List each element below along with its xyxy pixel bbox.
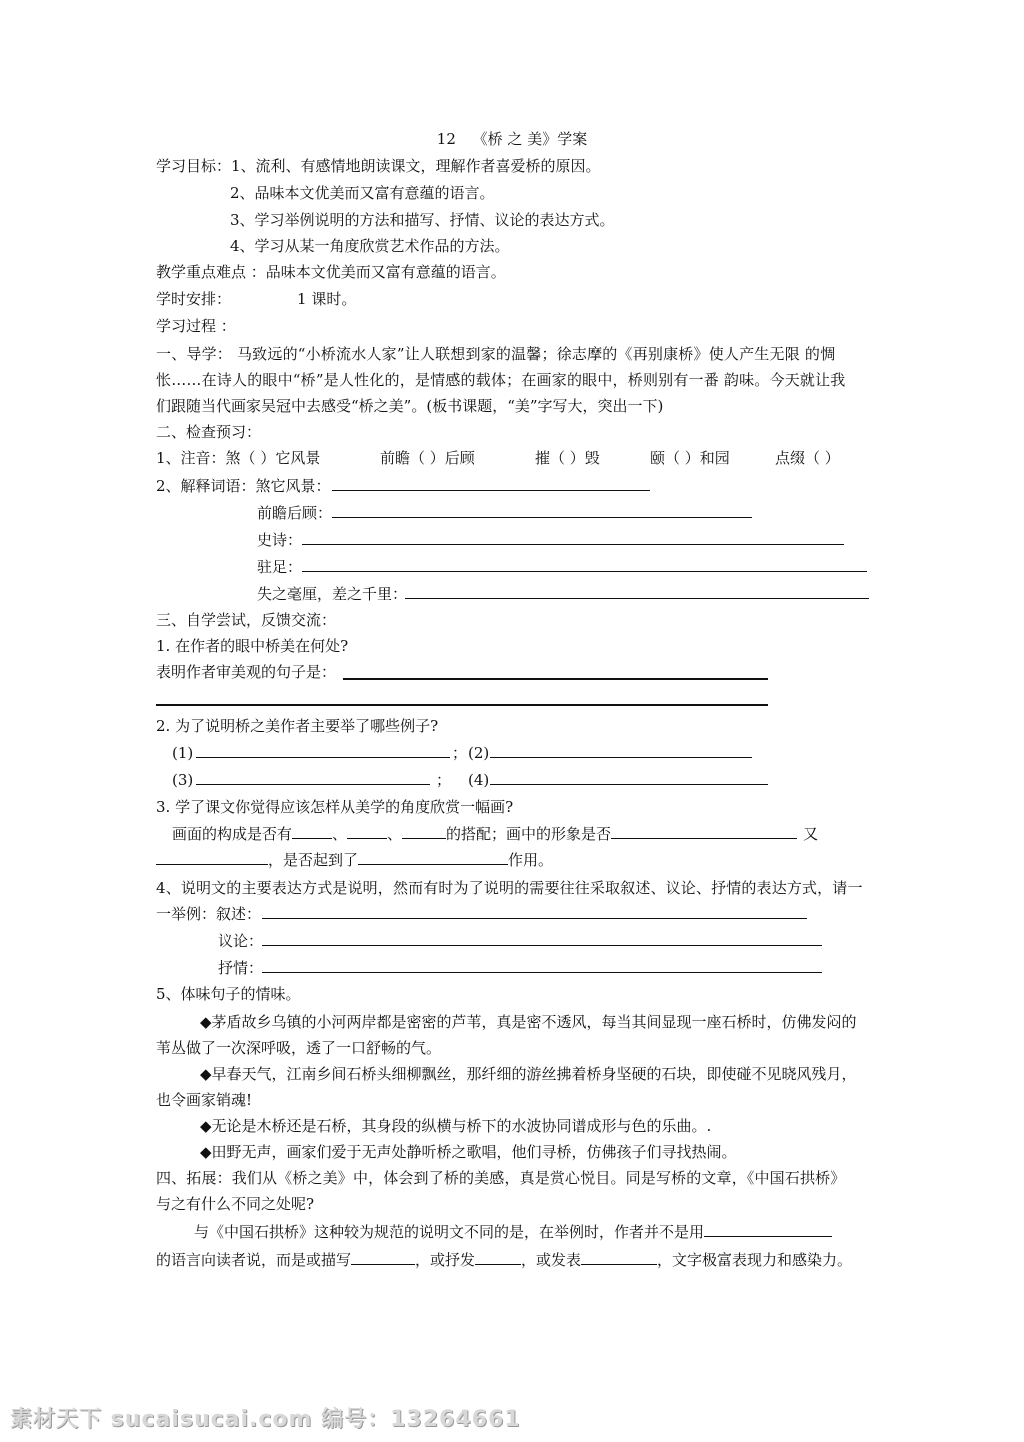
objective-item: 4、学习从某一角度欣赏艺术作品的方法。: [230, 237, 510, 255]
answer-blank[interactable]: [402, 824, 446, 839]
q5-sentence: ◆茅盾故乡乌镇的小河两岸都是密密的芦苇，真是密不透风，每当其间显现一座石桥时，仿佛发闷的: [200, 1013, 857, 1031]
question-5: 5、体味句子的情味。: [156, 985, 301, 1003]
key-point: 教学重点难点 ：品味本文优美而又富有意蕴的语言。: [156, 263, 506, 281]
q2-item: (4): [468, 771, 490, 789]
q4-row: 一举例：叙述：: [156, 905, 262, 923]
schedule: [156, 289, 356, 309]
answer-blank[interactable]: [347, 824, 387, 839]
intro-line: 们跟随当代画家吴冠中去感受“桥之美”。(板书课题，“美”字写大，突出一下): [156, 397, 664, 415]
pinyin-item: 前瞻（ ）后顾: [380, 449, 475, 467]
intro-line: 怅……在诗人的眼中“桥”是人性化的，是情感的载体；在画家的眼中，桥则别有一番 韵味。今天就让我: [156, 371, 846, 389]
title-number: 12: [436, 130, 456, 148]
answer-line[interactable]: [196, 784, 430, 785]
process-heading: 学习过程 ：: [156, 317, 236, 335]
answer-blank[interactable]: [351, 1250, 415, 1265]
answer-line[interactable]: [490, 757, 752, 758]
answer-line[interactable]: [262, 945, 822, 946]
answer-blank[interactable]: [704, 1222, 832, 1237]
answer-line[interactable]: [343, 678, 768, 680]
vocab-label: 2、解释词语：: [156, 477, 256, 495]
schedule-label: 学时安排：: [156, 290, 232, 308]
answer-line[interactable]: [332, 490, 650, 491]
answer-line[interactable]: [302, 571, 867, 572]
answer-line[interactable]: [302, 544, 844, 545]
q5-sentence: 苇丛做了一次深呼吸，透了一口舒畅的气。: [156, 1039, 442, 1057]
section4-line: 的语言向读者说，而是或描写 ，或抒发 ，或发表 ，文字极富表现力和感染力。: [156, 1251, 853, 1269]
objectives: [156, 156, 601, 176]
q4-item: 叙述：: [216, 905, 262, 923]
vocab-item: 煞它风景：: [255, 477, 331, 495]
section2-heading: 二、检查预习：: [156, 423, 262, 441]
q3-line: ，是否起到了 作用。: [156, 850, 553, 870]
section4-line: 四、拓展：我们从《桥之美》中，体会到了桥的美感，真是赏心悦目。同是写桥的文章，《中国石拱桥》: [156, 1169, 846, 1187]
answer-line[interactable]: [405, 598, 869, 599]
answer-blank[interactable]: [156, 850, 268, 865]
question-3: 3. 学了课文你觉得应该怎样从美学的角度欣赏一幅画?: [156, 798, 514, 816]
pinyin-item: 点缀（ ）: [775, 449, 840, 467]
pinyin-item: 颐（ ）和园: [650, 449, 730, 467]
title-text: 《桥 之 美》学案: [472, 130, 588, 148]
q4-item: 抒情：: [218, 959, 264, 977]
q2-item: (3): [172, 771, 194, 789]
q3-line: 画面的构成是否有 、 、 的搭配；画中的形象是否 又: [172, 825, 819, 843]
answer-line[interactable]: [262, 918, 807, 919]
watermark-bar: [0, 1398, 1024, 1442]
vocab-item: 史诗：: [257, 531, 303, 549]
pinyin-row: [156, 448, 320, 468]
answer-blank[interactable]: [292, 824, 332, 839]
answer-line[interactable]: [332, 517, 752, 518]
q5-sentence: ◆无论是木桥还是石桥，其身段的纵横与桥下的水波协同谱成形与色的乐曲。.: [200, 1117, 712, 1135]
objective-item: 1、流利、有感情地朗读课文，理解作者喜爱桥的原因。: [231, 157, 601, 175]
q4-item: 议论：: [218, 932, 264, 950]
objective-item: 3、学习举例说明的方法和描写、抒情、议论的表达方式。: [230, 211, 615, 229]
vocab-row: [156, 476, 331, 496]
question-1: 1. 在作者的眼中桥美在何处?: [156, 637, 349, 655]
section3-heading: 三、自学尝试，反馈交流：: [156, 611, 337, 629]
watermark-text: 素材天下 sucaisucai.com 编号：13264661: [10, 1407, 521, 1432]
q5-sentence: ◆田野无声，画家们爱于无声处静听桥之歌唱，他们寻桥，仿佛孩子们寻找热闹。: [200, 1143, 737, 1161]
question-2: 2. 为了说明桥之美作者主要举了哪些例子?: [156, 717, 439, 735]
q5-sentence: ◆早春天气，江南乡间石桥头细柳飘丝，那纤细的游丝拂着桥身坚硬的石块，即使碰不见晓风残月，: [200, 1065, 857, 1083]
q2-item: (1): [172, 744, 194, 762]
vocab-item: 前瞻后顾：: [257, 504, 333, 522]
answer-blank[interactable]: [611, 824, 797, 839]
answer-line[interactable]: [156, 704, 768, 706]
answer-blank[interactable]: [475, 1250, 521, 1265]
objective-item: 2、品味本文优美而又富有意蕴的语言。: [230, 184, 495, 202]
schedule-value: 1 课时。: [297, 290, 357, 308]
answer-blank[interactable]: [358, 850, 508, 865]
answer-blank[interactable]: [581, 1250, 657, 1265]
vocab-item: 驻足：: [257, 558, 303, 576]
page-title: [0, 128, 1024, 149]
intro-line: 一、导学： 马致远的“小桥流水人家”让人联想到家的温馨；徐志摩的《再别康桥》使人产生无限 的惆: [156, 345, 836, 363]
question-4: 4、说明文的主要表达方式是说明，然而有时为了说明的需要往往采取叙述、议论、抒情的表达方式，请一: [156, 879, 863, 897]
answer-line[interactable]: [490, 784, 768, 785]
answer-line[interactable]: [196, 757, 450, 758]
objectives-label: 学习目标：: [156, 157, 232, 175]
section4-line: 与之有什么不同之处呢?: [156, 1195, 315, 1213]
pinyin-label: 1、注音：: [156, 449, 226, 467]
section4-line: 与《中国石拱桥》这种较为规范的说明文不同的是，在举例时，作者并不是用: [194, 1222, 832, 1242]
answer-line[interactable]: [262, 972, 822, 973]
q5-sentence: 也令画家销魂!: [156, 1091, 253, 1109]
q2-item: (2): [468, 744, 490, 762]
pinyin-item: 煞（ ）它风景: [225, 449, 321, 467]
pinyin-item: 摧（ ）毁: [535, 449, 600, 467]
question-1-answer-label: 表明作者审美观的句子是：: [156, 663, 337, 681]
vocab-item: 失之毫厘，差之千里：: [257, 585, 408, 603]
